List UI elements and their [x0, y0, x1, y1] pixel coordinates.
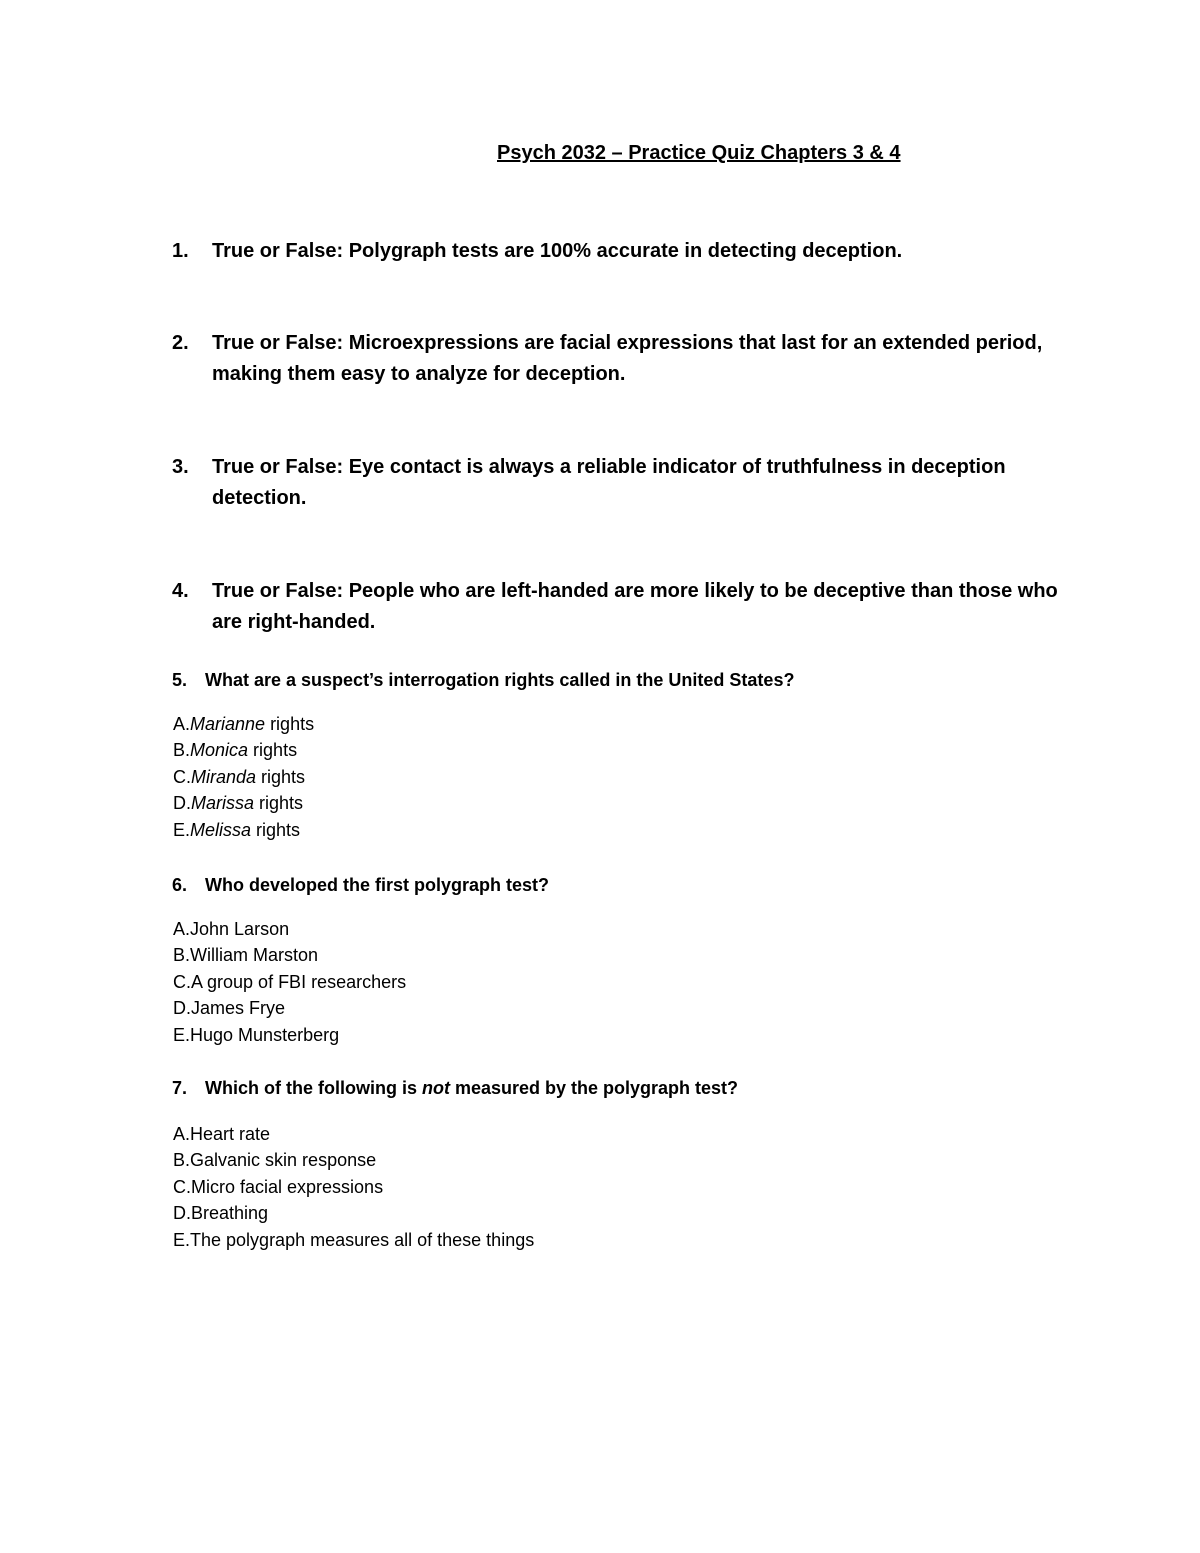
option-b: B.Monica rights	[173, 740, 298, 761]
question-4	[172, 576, 1072, 638]
emphasis: not	[421, 1078, 450, 1098]
option-d: D.Marissa rights	[173, 793, 304, 814]
question-number: 6.	[172, 875, 188, 895]
question-7-options	[173, 1121, 534, 1253]
question-number: 5.	[172, 670, 188, 690]
option-c: C.A group of FBI researchers	[173, 971, 407, 992]
option-e: E.Hugo Munsterberg	[173, 1024, 340, 1045]
question-6	[172, 875, 549, 896]
option-b: B.William Marston	[173, 945, 319, 966]
question-number: 2.	[172, 332, 189, 354]
option-e: E.Melissa rights	[173, 819, 301, 840]
question-number: 1.	[172, 240, 189, 262]
question-text: True or False: People who are left-handed are more likely to be deceptive than those who are right-handed.	[212, 580, 1058, 633]
question-text: What are a suspect’s interrogation rights called in the United States?	[205, 670, 795, 690]
quiz-title: Psych 2032 – Practice Quiz Chapters 3 & 4	[497, 142, 901, 164]
option-a: A.John Larson	[173, 919, 290, 939]
question-3	[172, 452, 1072, 514]
option-c: C.Micro facial expressions	[173, 1176, 384, 1197]
question-text: True or False: Microexpressions are facial expressions that last for an extended period, making them easy to analyze for deception.	[212, 332, 1043, 385]
question-7: 7. Which of the following is not measured by the polygraph test?	[172, 1078, 739, 1098]
question-number: 7.	[172, 1078, 188, 1098]
option-e: E.The polygraph measures all of these things	[173, 1229, 535, 1250]
question-5-options	[173, 711, 314, 843]
question-6-options	[173, 916, 406, 1048]
question-text: True or False: Polygraph tests are 100% accurate in detecting deception.	[212, 240, 903, 262]
option-c: C.Miranda rights	[173, 766, 306, 787]
option-a: A.Heart rate	[173, 1124, 271, 1144]
option-d: D.James Frye	[173, 998, 286, 1019]
question-5	[172, 670, 794, 691]
question-text: True or False: Eye contact is always a reliable indicator of truthfulness in deception detection.	[212, 456, 1006, 509]
question-text: Who developed the first polygraph test?	[205, 875, 550, 895]
option-a: A.Marianne rights	[173, 714, 315, 734]
question-1	[172, 236, 1072, 267]
question-number: 3.	[172, 456, 189, 478]
question-2	[172, 328, 1072, 390]
question-number: 4.	[172, 580, 189, 602]
option-b: B.Galvanic skin response	[173, 1150, 377, 1171]
option-d: D.Breathing	[173, 1203, 269, 1224]
